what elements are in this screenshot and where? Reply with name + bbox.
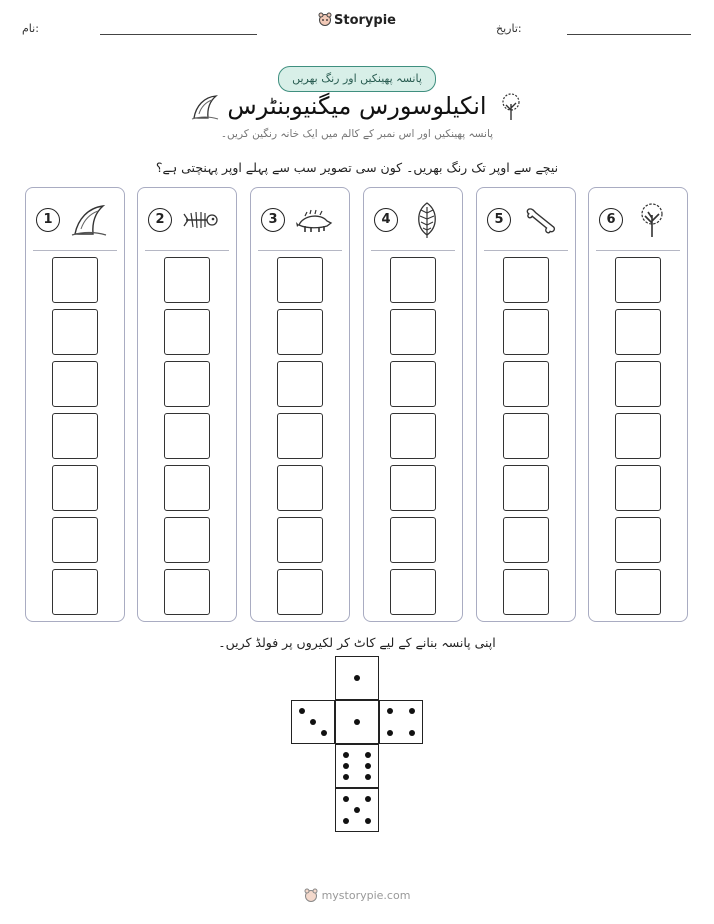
color-box[interactable] — [164, 361, 210, 407]
die-pip — [310, 719, 316, 725]
die-pip — [354, 807, 360, 813]
color-box[interactable] — [164, 413, 210, 459]
die-face-3 — [291, 700, 335, 744]
color-box[interactable] — [52, 309, 98, 355]
color-box[interactable] — [277, 361, 323, 407]
color-box[interactable] — [52, 413, 98, 459]
die-pip — [299, 708, 305, 714]
color-box[interactable] — [503, 257, 549, 303]
column-number: 3 — [261, 208, 285, 232]
color-box[interactable] — [503, 309, 549, 355]
color-box[interactable] — [164, 569, 210, 615]
game-badge: پانسہ پھینکیں اور رنگ بھریں — [278, 66, 436, 92]
column-number: 5 — [487, 208, 511, 232]
column-number: 6 — [599, 208, 623, 232]
color-box[interactable] — [503, 465, 549, 511]
color-box[interactable] — [615, 361, 661, 407]
name-line — [100, 34, 257, 35]
color-box[interactable] — [52, 257, 98, 303]
die-pip — [409, 708, 415, 714]
color-box[interactable] — [164, 517, 210, 563]
color-box[interactable] — [277, 309, 323, 355]
die-pip — [321, 730, 327, 736]
color-box[interactable] — [390, 361, 436, 407]
color-box[interactable] — [277, 517, 323, 563]
color-box[interactable] — [164, 465, 210, 511]
leaf-icon — [408, 201, 446, 239]
color-box[interactable] — [52, 361, 98, 407]
column-1 — [25, 187, 125, 622]
column-3 — [250, 187, 350, 622]
column-2 — [137, 187, 237, 622]
color-box[interactable] — [615, 569, 661, 615]
color-box[interactable] — [503, 413, 549, 459]
die-pip — [387, 708, 393, 714]
fish-skeleton-icon — [182, 201, 220, 239]
subtitle: پانسہ پھینکیں اور اس نمبر کے کالم میں ایک خانہ رنگین کریں۔ — [220, 128, 494, 140]
color-box[interactable] — [164, 309, 210, 355]
die-instruction: اپنی پانسہ بنانے کے لیے کاٹ کر لکیروں پر فولڈ کریں۔ — [218, 635, 496, 650]
dinosaur-plate-icon — [70, 201, 108, 239]
mascot-icon — [318, 12, 332, 26]
column-divider — [371, 250, 455, 251]
tree-icon — [496, 92, 526, 122]
brand-name: Storypie — [334, 13, 396, 28]
column-number: 2 — [148, 208, 172, 232]
brand-logo — [0, 12, 714, 28]
column-4 — [363, 187, 463, 622]
column-divider — [145, 250, 229, 251]
die-face-4 — [379, 700, 423, 744]
footer — [0, 888, 714, 902]
page-title: انکیلوسورس میگنیوبنٹرس — [227, 92, 487, 120]
tree-icon — [633, 201, 671, 239]
color-box[interactable] — [277, 465, 323, 511]
color-box[interactable] — [390, 309, 436, 355]
die-pip — [343, 774, 349, 780]
bone-icon — [521, 201, 559, 239]
date-line — [567, 34, 691, 35]
die-pip — [365, 774, 371, 780]
column-6 — [588, 187, 688, 622]
column-divider — [596, 250, 680, 251]
color-box[interactable] — [615, 257, 661, 303]
color-box[interactable] — [503, 569, 549, 615]
mascot-icon — [304, 888, 318, 902]
column-divider — [484, 250, 568, 251]
color-box[interactable] — [390, 465, 436, 511]
die-face-6 — [335, 744, 379, 788]
die-pip — [354, 675, 360, 681]
column-number: 1 — [36, 208, 60, 232]
color-box[interactable] — [52, 465, 98, 511]
color-box[interactable] — [390, 413, 436, 459]
die-pip — [365, 796, 371, 802]
date-label: تاریخ: — [496, 22, 522, 35]
die-face-5 — [335, 788, 379, 832]
color-box[interactable] — [390, 517, 436, 563]
color-box[interactable] — [503, 361, 549, 407]
color-box[interactable] — [503, 517, 549, 563]
die-pip — [343, 763, 349, 769]
color-box[interactable] — [390, 257, 436, 303]
column-divider — [258, 250, 342, 251]
color-box[interactable] — [164, 257, 210, 303]
question: نیچے سے اوپر تک رنگ بھریں۔ کون سی تصویر سب سے پہلے اوپر پہنچتی ہے؟ — [155, 160, 559, 175]
column-5 — [476, 187, 576, 622]
die-pip — [387, 730, 393, 736]
die-pip — [354, 719, 360, 725]
die-pip — [365, 763, 371, 769]
die-face-1 — [335, 656, 379, 700]
die-pip — [365, 818, 371, 824]
color-box[interactable] — [277, 257, 323, 303]
die-pip — [365, 752, 371, 758]
color-box[interactable] — [615, 517, 661, 563]
color-box[interactable] — [277, 413, 323, 459]
color-box[interactable] — [390, 569, 436, 615]
name-label: نام: — [22, 22, 39, 35]
die-face-1 — [335, 700, 379, 744]
footer-url: mystorypie.com — [321, 889, 411, 902]
die-pip — [343, 818, 349, 824]
column-number: 4 — [374, 208, 398, 232]
color-box[interactable] — [615, 413, 661, 459]
color-box[interactable] — [52, 569, 98, 615]
color-box[interactable] — [52, 517, 98, 563]
die-pip — [343, 796, 349, 802]
color-box[interactable] — [615, 465, 661, 511]
die-pip — [343, 752, 349, 758]
color-box[interactable] — [277, 569, 323, 615]
die-pip — [409, 730, 415, 736]
color-box[interactable] — [615, 309, 661, 355]
column-divider — [33, 250, 117, 251]
ankylosaurus-icon — [295, 201, 333, 239]
